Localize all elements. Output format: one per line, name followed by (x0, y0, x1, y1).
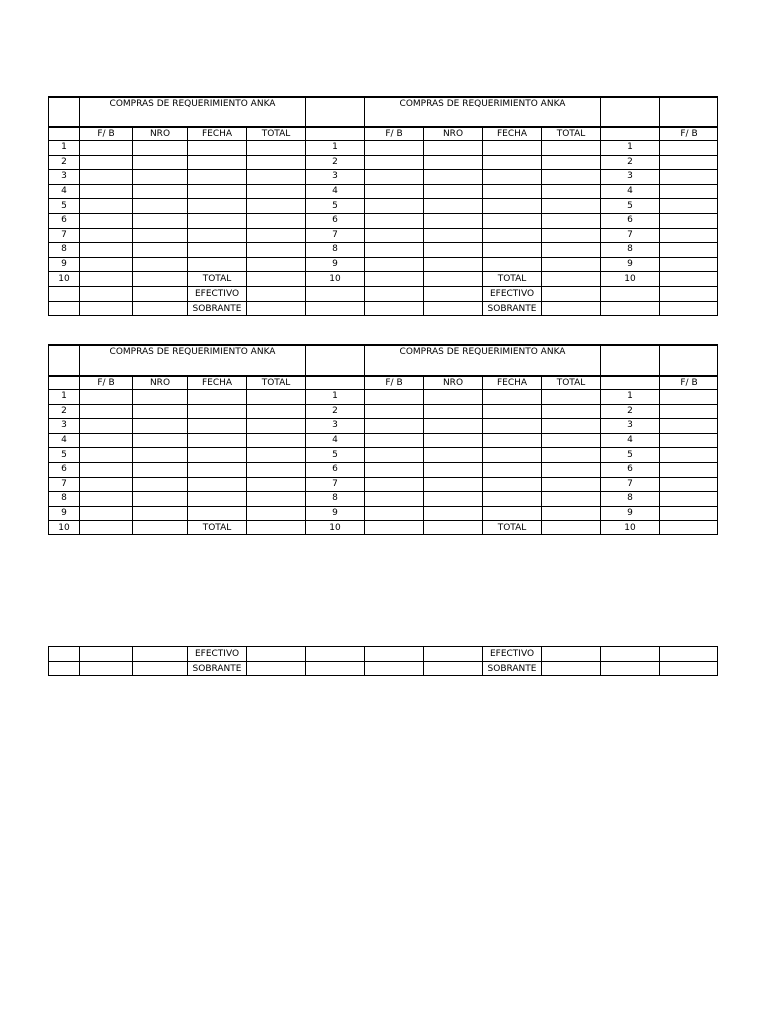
row-number: 2 (48, 404, 79, 419)
row-number: 3 (305, 169, 364, 184)
table-row (48, 447, 718, 462)
row-number: 7 (305, 228, 364, 243)
purchase-table-1 (48, 96, 718, 316)
row-number: 3 (48, 169, 79, 184)
row-number: 6 (305, 213, 364, 228)
header-fb: F/ B (364, 375, 423, 389)
row-number: 2 (48, 155, 79, 170)
table-row (48, 228, 718, 243)
row-number: 6 (600, 462, 659, 477)
row-number: 3 (600, 418, 659, 433)
row-number: 10 (305, 271, 364, 286)
border-line (48, 534, 718, 535)
table-row (48, 462, 718, 477)
sobrante-row (48, 661, 718, 676)
row-number: 4 (600, 184, 659, 199)
purchase-table-2 (48, 344, 718, 535)
sobrante-row (48, 301, 718, 316)
sobrante-label: SOBRANTE (187, 661, 246, 676)
row-number: 10 (48, 271, 79, 286)
row-number: 10 (600, 271, 659, 286)
header-total: TOTAL (541, 375, 600, 389)
table-title: COMPRAS DE REQUERIMIENTO ANKA (79, 344, 305, 375)
sobrante-label: SOBRANTE (187, 301, 246, 316)
row-number: 8 (600, 242, 659, 257)
row-number: 1 (48, 140, 79, 155)
table-row (48, 213, 718, 228)
row-number: 7 (305, 477, 364, 492)
row-number: 5 (600, 447, 659, 462)
row-number: 1 (600, 389, 659, 404)
row-number: 6 (600, 213, 659, 228)
efectivo-label: EFECTIVO (187, 286, 246, 301)
row-number: 6 (48, 213, 79, 228)
row-number: 5 (48, 198, 79, 213)
row-number: 5 (305, 447, 364, 462)
table-title: COMPRAS DE REQUERIMIENTO ANKA (364, 344, 600, 375)
table-row (48, 271, 718, 286)
row-number: 1 (305, 140, 364, 155)
table-row (48, 520, 718, 535)
row-number: 9 (305, 257, 364, 272)
header-total: TOTAL (246, 375, 305, 389)
border-line (48, 315, 718, 316)
header-fb: F/ B (79, 126, 132, 140)
total-label: TOTAL (482, 271, 541, 286)
row-number: 8 (600, 491, 659, 506)
total-label: TOTAL (187, 271, 246, 286)
row-number: 9 (48, 257, 79, 272)
row-number: 3 (48, 418, 79, 433)
row-number: 8 (305, 491, 364, 506)
row-number: 7 (48, 228, 79, 243)
row-number: 3 (600, 169, 659, 184)
header-nro: NRO (423, 375, 482, 389)
header-fecha: FECHA (187, 375, 246, 389)
row-number: 6 (48, 462, 79, 477)
header-total: TOTAL (541, 126, 600, 140)
summary-table (48, 646, 718, 676)
row-number: 2 (600, 155, 659, 170)
row-number: 4 (48, 184, 79, 199)
row-number: 1 (305, 389, 364, 404)
row-number: 2 (600, 404, 659, 419)
table-title: COMPRAS DE REQUERIMIENTO ANKA (79, 96, 305, 126)
header-fecha: FECHA (187, 126, 246, 140)
header-fb: F/ B (364, 126, 423, 140)
efectivo-label: EFECTIVO (482, 646, 541, 661)
row-number: 4 (305, 184, 364, 199)
header-nro: NRO (132, 375, 187, 389)
border-line (48, 675, 718, 676)
table-row (48, 477, 718, 492)
row-number: 10 (48, 520, 79, 535)
row-number: 9 (48, 506, 79, 521)
table-row (48, 418, 718, 433)
row-number: 1 (600, 140, 659, 155)
column-header-row (48, 126, 718, 140)
table-row (48, 433, 718, 448)
sobrante-label: SOBRANTE (482, 301, 541, 316)
header-nro: NRO (132, 126, 187, 140)
table-row (48, 404, 718, 419)
table-row (48, 140, 718, 155)
table-title: COMPRAS DE REQUERIMIENTO ANKA (364, 96, 600, 126)
row-number: 5 (600, 198, 659, 213)
table-row (48, 198, 718, 213)
row-number: 2 (305, 155, 364, 170)
border-line (717, 96, 718, 316)
row-number: 4 (305, 433, 364, 448)
row-number: 2 (305, 404, 364, 419)
table-row (48, 257, 718, 272)
table-row (48, 389, 718, 404)
title-row (48, 344, 718, 375)
header-fb: F/ B (659, 375, 718, 389)
row-number: 4 (48, 433, 79, 448)
row-number: 7 (600, 228, 659, 243)
row-number: 8 (48, 242, 79, 257)
header-fecha: FECHA (482, 375, 541, 389)
row-number: 9 (600, 506, 659, 521)
table-row (48, 169, 718, 184)
row-number: 7 (48, 477, 79, 492)
row-number: 5 (305, 198, 364, 213)
row-number: 10 (305, 520, 364, 535)
row-number: 10 (600, 520, 659, 535)
row-number: 3 (305, 418, 364, 433)
table-row (48, 184, 718, 199)
efectivo-label: EFECTIVO (187, 646, 246, 661)
column-header-row (48, 375, 718, 389)
row-number: 9 (305, 506, 364, 521)
header-fb: F/ B (79, 375, 132, 389)
row-number: 5 (48, 447, 79, 462)
row-number: 8 (48, 491, 79, 506)
efectivo-row (48, 646, 718, 661)
table-row (48, 155, 718, 170)
row-number: 6 (305, 462, 364, 477)
efectivo-row (48, 286, 718, 301)
row-number: 1 (48, 389, 79, 404)
header-fb: F/ B (659, 126, 718, 140)
table-row (48, 242, 718, 257)
border-line (717, 344, 718, 535)
header-total: TOTAL (246, 126, 305, 140)
row-number: 7 (600, 477, 659, 492)
total-label: TOTAL (482, 520, 541, 535)
efectivo-label: EFECTIVO (482, 286, 541, 301)
sobrante-label: SOBRANTE (482, 661, 541, 676)
title-row (48, 96, 718, 126)
row-number: 8 (305, 242, 364, 257)
header-fecha: FECHA (482, 126, 541, 140)
table-row (48, 506, 718, 521)
row-number: 9 (600, 257, 659, 272)
table-row (48, 491, 718, 506)
header-nro: NRO (423, 126, 482, 140)
total-label: TOTAL (187, 520, 246, 535)
row-number: 4 (600, 433, 659, 448)
border-line (717, 646, 718, 676)
